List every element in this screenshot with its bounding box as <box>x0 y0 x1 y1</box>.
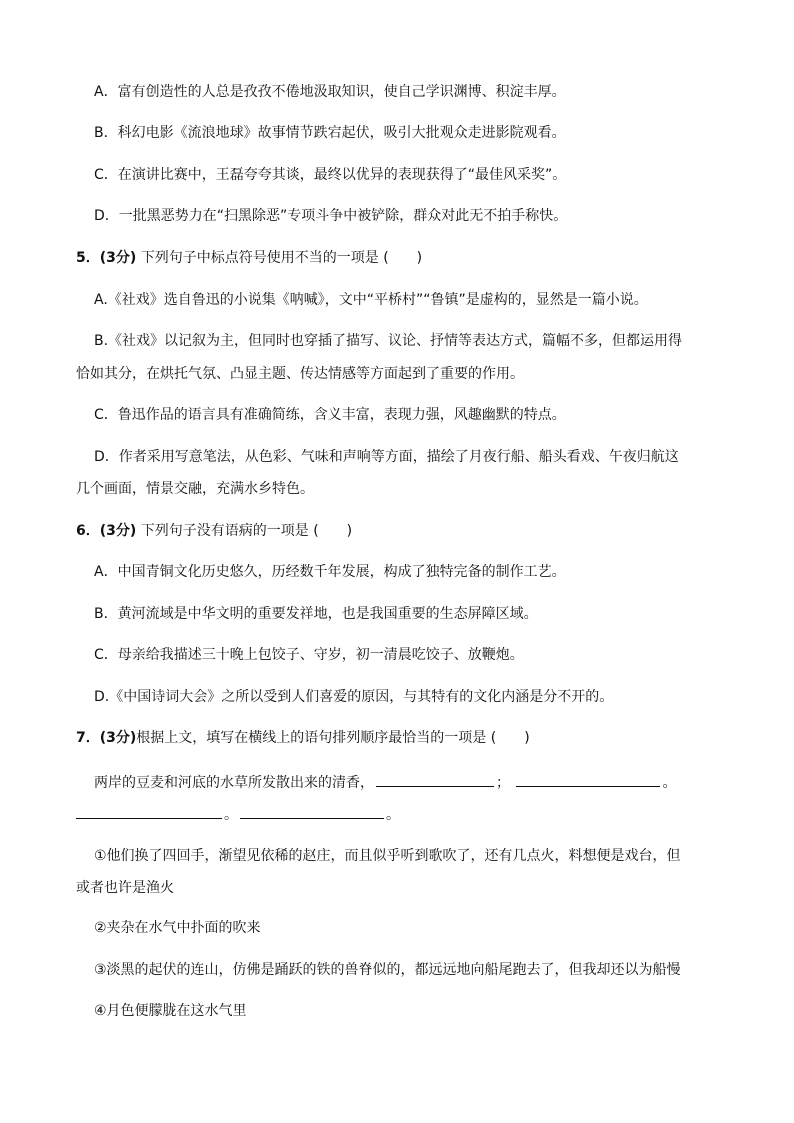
q6-option-c: C．母亲给我描述三十晚上包饺子、守岁，初一清晨吃饺子、放鞭炮。 <box>94 647 524 663</box>
q5-option-c: C．鲁迅作品的语言具有准确简练，含义丰富，表现力强，风趣幽默的特点。 <box>94 407 566 423</box>
q6-number: 6． <box>76 523 100 539</box>
q5-option-d-line1: D．作者采用写意笔法，从色彩、气味和声响等方面，描绘了月夜行船、船头看戏、午夜归航这 <box>94 449 679 465</box>
q7-semicolon: ； <box>496 775 510 791</box>
q5-option-b-line1: B.《社戏》以记叙为主，但同时也穿插了描写、议论、抒情等表达方式，篇幅不多，但都运用得 <box>94 333 683 349</box>
q5-option-d-line2: 几个画面，情景交融，充满水乡特色。 <box>76 481 314 497</box>
q5-heading <box>76 248 422 268</box>
q7-passage-start: 两岸的豆麦和河底的水草所发散出来的清香， <box>94 775 374 791</box>
q5-score: (3分) <box>99 250 137 266</box>
q5-number: 5． <box>76 250 100 266</box>
q7-sentence-2: ②夹杂在水气中扑面的吹来 <box>94 920 261 936</box>
q7-sentence-4: ④月色便朦胧在这水气里 <box>94 1003 247 1019</box>
q6-option-b: B．黄河流域是中华文明的重要发祥地，也是我国重要的生态屏障区域。 <box>94 606 538 622</box>
q7-score: (3分) <box>99 730 137 746</box>
q7-passage-line1 <box>94 772 676 793</box>
q7-sentence-3: ③淡黑的起伏的连山，仿佛是踊跃的铁的兽脊似的，都远远地向船尾跑去了，但我却还以为船慢 <box>94 962 681 978</box>
q6-stem: 下列句子没有语病的一项是 ( ) <box>140 523 353 539</box>
q4-option-d: D．一批黑恶势力在“扫黑除恶”专项斗争中被铲除，群众对此无不拍手称快。 <box>94 208 568 224</box>
q5-option-b-line2: 恰如其分，在烘托气氛、凸显主题、传达情感等方面起到了重要的作用。 <box>76 366 524 382</box>
q7-heading <box>76 728 530 748</box>
q4-option-c: C．在演讲比赛中，王磊夸夸其谈，最终以优异的表现获得了“最佳风采奖”。 <box>94 167 567 183</box>
answer-blank-3 <box>76 804 222 819</box>
q4-option-a: A．富有创造性的人总是孜孜不倦地汲取知识，使自己学识渊博、积淀丰厚。 <box>94 84 566 100</box>
answer-blank-1 <box>376 772 494 787</box>
q6-option-d: D.《中国诗词大会》之所以受到人们喜爱的原因，与其特有的文化内涵是分不开的。 <box>94 689 614 705</box>
q7-number: 7． <box>76 730 100 746</box>
q7-sentence-1-line1: ①他们换了四回手，渐望见依稀的赵庄，而且似乎听到歌吹了，还有几点火，料想便是戏台，但 <box>94 848 681 864</box>
q6-option-a: A．中国青铜文化历史悠久，历经数千年发展，构成了独特完备的制作工艺。 <box>94 564 566 580</box>
q6-score: (3分) <box>99 523 137 539</box>
q4-option-b: B．科幻电影《流浪地球》故事情节跌宕起伏，吸引大批观众走进影院观看。 <box>94 125 566 141</box>
q6-heading <box>76 521 352 541</box>
answer-blank-4 <box>240 804 384 819</box>
q7-period-1: 。 <box>662 775 677 791</box>
q7-passage-line2 <box>76 804 400 825</box>
answer-blank-2 <box>516 772 660 787</box>
q5-option-a: A.《社戏》选自鲁迅的小说集《呐喊》，文中“平桥村”“鲁镇”是虚构的，显然是一篇小说。 <box>94 292 648 308</box>
q7-period-3: 。 <box>386 807 400 823</box>
q7-stem: 根据上文，填写在横线上的语句排列顺序最恰当的一项是 ( ) <box>136 730 530 746</box>
q5-stem: 下列句子中标点符号使用不当的一项是 ( ) <box>140 250 423 266</box>
q7-period-2: 。 <box>224 807 238 823</box>
q7-sentence-1-line2: 或者也许是渔火 <box>76 880 174 896</box>
